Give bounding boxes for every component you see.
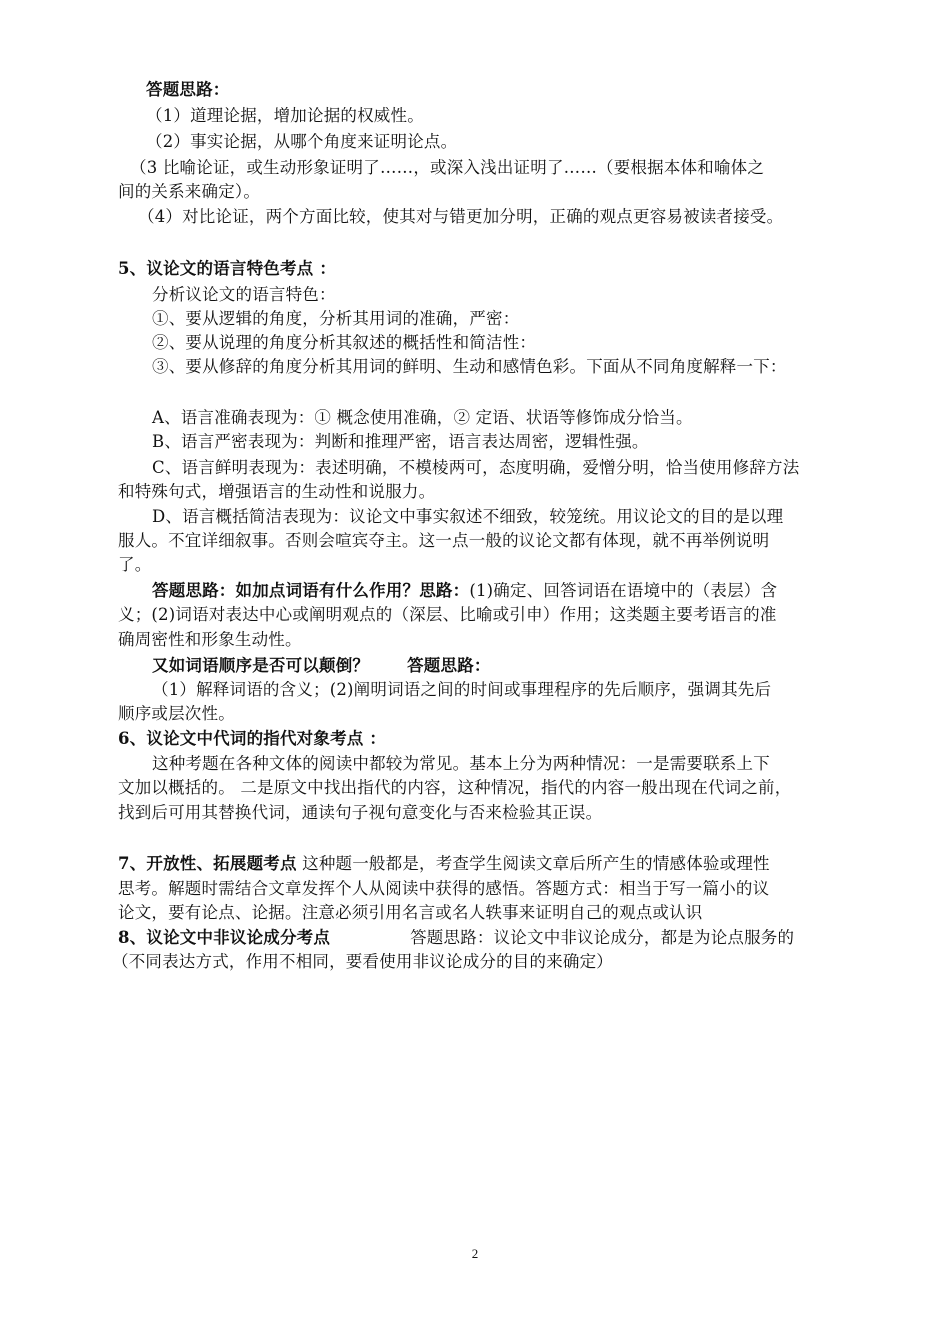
thinking-line-1: （1）道理论据，增加论据的权威性。 xyxy=(146,106,424,125)
section-5-tip-line-2: 义；(2)词语对表达中心或阐明观点的（深层、比喻或引申）作用；这类题主要考语言的准 xyxy=(118,605,777,624)
section-5-answer-1: （1）解释词语的含义；(2)阐明词语之间的时间或事理程序的先后顺序，强调其先后 xyxy=(152,680,772,699)
section-5-intro: 分析议论文的语言特色： xyxy=(152,285,336,304)
section-5-item-c-2: 和特殊句式，增强语言的生动性和说服力。 xyxy=(118,482,436,501)
section-5-question xyxy=(152,653,892,679)
thinking-heading: 答题思路： xyxy=(146,80,230,99)
section-5-point-1: ①、要从逻辑的角度，分析其用词的准确，严密： xyxy=(152,309,520,328)
page-number: 2 xyxy=(471,1246,479,1261)
question-tip: 答题思路： xyxy=(407,656,491,675)
section-5-item-d-1: D、语言概括简洁表现为：议论文中事实叙述不细致，较笼统。用议论文的目的是以理 xyxy=(152,507,784,526)
section-5-item-d-2: 服人。不宜详细叙事。否则会喧宾夺主。这一点一般的议论文都有体现，就不再举例说明 xyxy=(118,531,770,550)
section-5-item-c-1: C、语言鲜明表现为：表述明确，不模棱两可，态度明确，爱憎分明，恰当使用修辞方法 xyxy=(152,458,800,477)
section-7-title: 7、开放性、拓展题考点 xyxy=(118,854,297,873)
section-8-title: 8、议论文中非议论成分考点 xyxy=(118,928,331,947)
section-5-item-b: B、语言严密表现为：判断和推理严密，语言表达周密，逻辑性强。 xyxy=(152,432,649,451)
section-7-line-3: 论文，要有论点、论据。注意必须引用名言或名人轶事来证明自己的观点或认识 xyxy=(118,903,703,922)
section-5-item-d-3: 了。 xyxy=(118,555,152,574)
section-6-line-1: 这种考题在各种文体的阅读中都较为常见。基本上分为两种情况：一是需要联系上下 xyxy=(152,754,770,773)
section-7-line-2: 思考。解题时需结合文章发挥个人从阅读中获得的感悟。答题方式：相当于写一篇小的议 xyxy=(118,879,770,898)
section-5-tip-line-3: 确周密性和形象生动性。 xyxy=(118,630,302,649)
section-5-title: 5、议论文的语言特色考点 ： xyxy=(118,259,337,278)
thinking-line-3: （3 比喻论证，或生动形象证明了……，或深入浅出证明了……（要根据本体和喻体之 xyxy=(130,158,765,177)
section-8-line-1 xyxy=(118,925,858,951)
thinking-line-2: （2）事实论据，从哪个角度来证明论点。 xyxy=(146,132,458,151)
section-5-answer-2: 顺序或层次性。 xyxy=(118,704,235,723)
section-8-line-2: （不同表达方式，作用不相同，要看使用非议论成分的目的来确定） xyxy=(112,952,613,971)
section-6-line-3: 找到后可用其替换代词，通读句子视句意变化与否来检验其正误。 xyxy=(118,803,603,822)
section-8-text: 答题思路：议论文中非议论成分，都是为论点服务的 xyxy=(410,928,795,947)
question-text: 又如词语顺序是否可以颠倒？ xyxy=(152,656,370,675)
section-7-text: 这种题一般都是，考查学生阅读文章后所产生的情感体验或理性 xyxy=(296,854,770,873)
section-5-point-3: ③、要从修辞的角度分析其用词的鲜明、生动和感情色彩。下面从不同角度解释一下： xyxy=(152,357,787,376)
thinking-line-4: 间的关系来确定）。 xyxy=(118,182,261,201)
tip-bold: 答题思路：如加点词语有什么作用？思路： xyxy=(152,581,470,600)
section-6-title: 6、议论文中代词的指代对象考点 ： xyxy=(118,729,387,748)
section-6-line-2: 文加以概括的。 二是原文中找出指代的内容，这种情况，指代的内容一般出现在代词之前， xyxy=(118,778,792,797)
section-7-line-1 xyxy=(118,851,858,877)
section-5-item-a: A、语言准确表现为：① 概念使用准确，② 定语、状语等修饰成分恰当。 xyxy=(152,408,693,427)
section-5-tip-line-1 xyxy=(152,578,892,604)
thinking-line-5: （4）对比论证，两个方面比较，使其对与错更加分明，正确的观点更容易被读者接受。 xyxy=(138,207,784,226)
section-5-point-2: ②、要从说理的角度分析其叙述的概括性和简洁性： xyxy=(152,333,537,352)
tip-rest: (1)确定、回答词语在语境中的（表层）含 xyxy=(469,581,778,600)
